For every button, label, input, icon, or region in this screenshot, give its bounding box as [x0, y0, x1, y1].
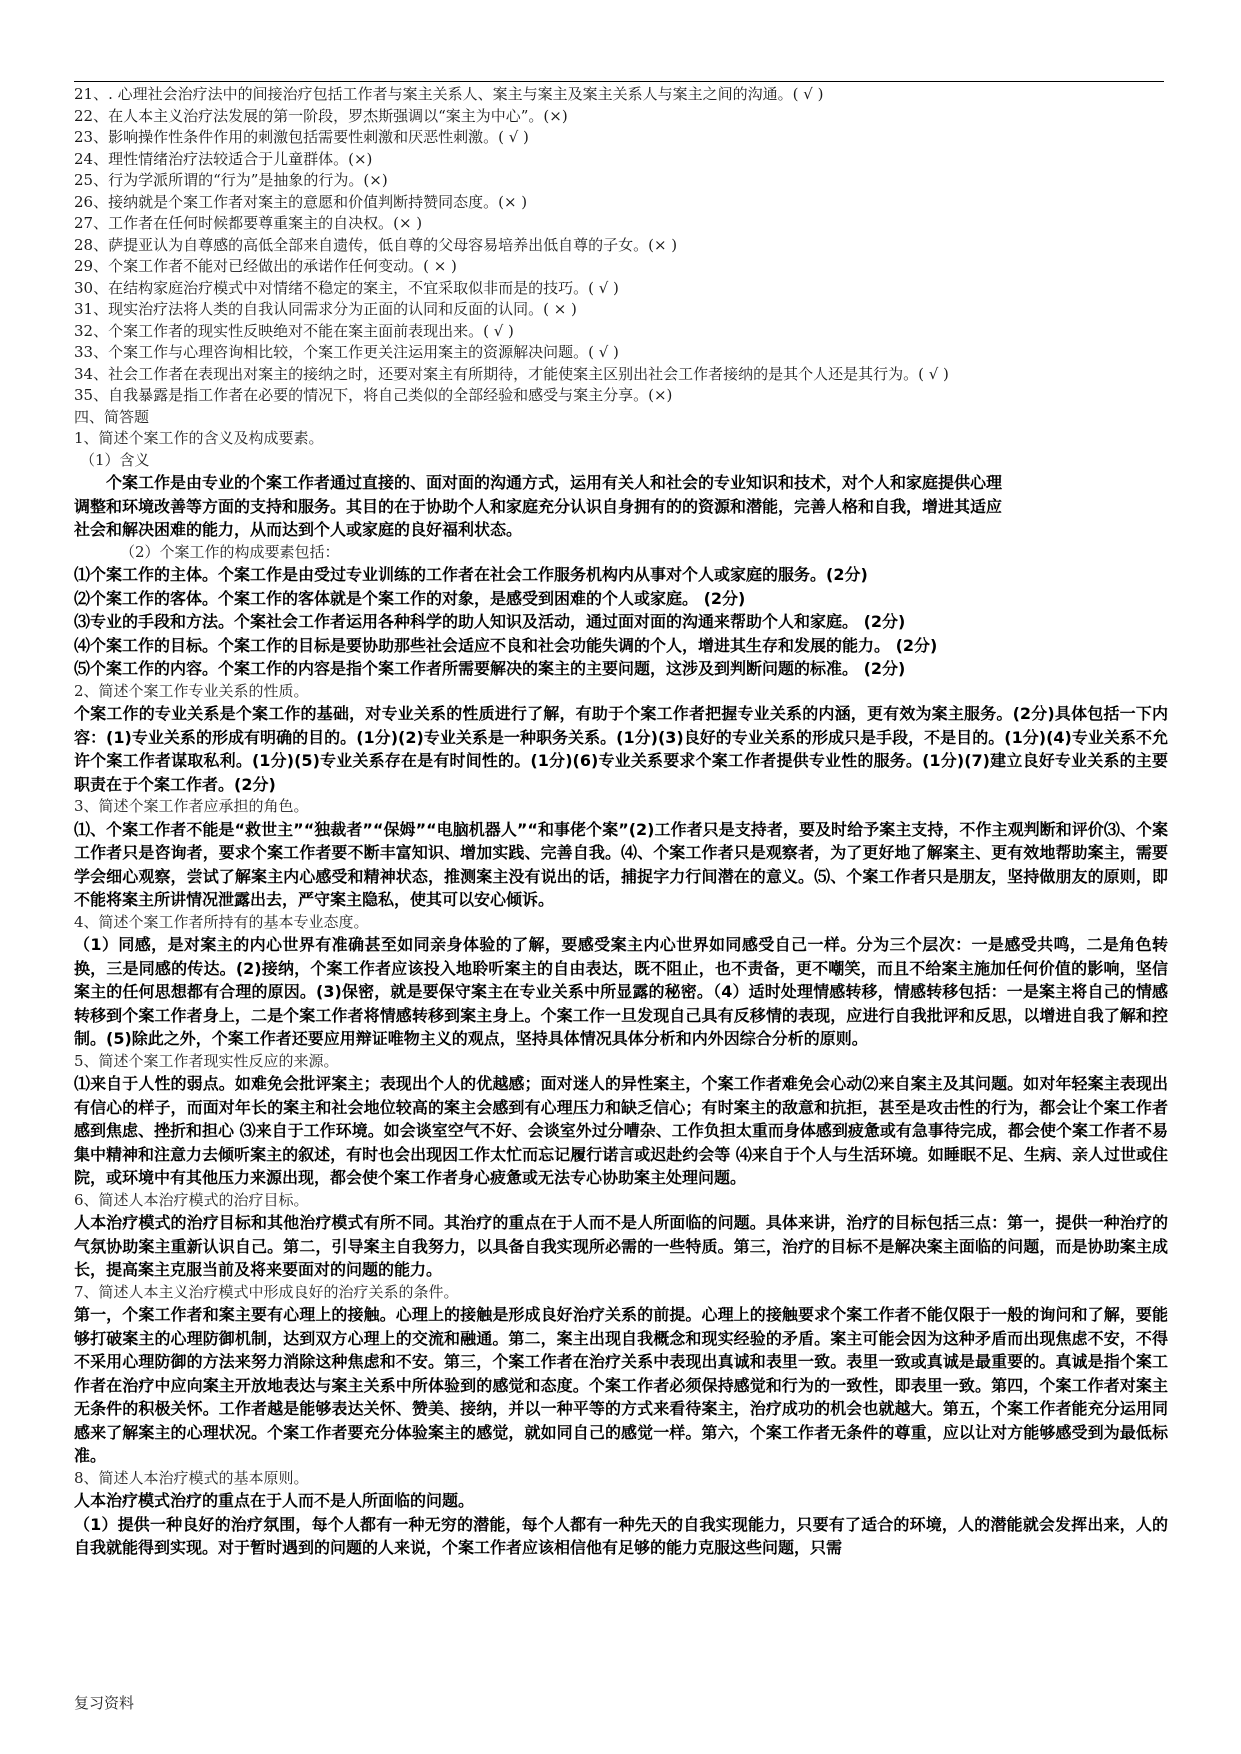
- header-rule: [74, 81, 1164, 82]
- q7-answer: 第一，个案工作者和案主要有心理上的接触。心理上的接触是形成良好治疗关系的前提。心理上的接触要求个案工作者不能仅限于一般的询问和了解，要能够打破案主的心理防御机制，达到双方心理上的交流和融通。第二，案主出现自我概念和现实经验的矛盾。案主可能会因为这种矛盾而出现焦虑不安，不得不采用心理防御的方法来努力消除这种焦虑和不安。第三，个案工作者在治疗关系中表现出真诚和表里一致。表里一致或真诚是最重要的。真诚是指个案工作者在治疗中应向案主开放地表达与案主关系中所体验到的感觉和态度。个案工作者必须保持感觉和行为的一致性，即表里一致。第四，个案工作者对案主无条件的积极关怀。工作者越是能够表达关怀、赞美、接纳，并以一种平等的方式来看待案主，治疗成功的机会也就越大。第五，个案工作者能充分运用同感来了解案主的心理状况。个案工作者要充分体验案主的感觉，就如同自己的感觉一样。第六，个案工作者无条件的尊重，应以让对方能够感受到为最低标准。: [74, 1305, 1168, 1465]
- judgment-item: 26、接纳就是个案工作者对案主的意愿和价值判断持赞同态度。(× ): [74, 192, 528, 211]
- q2-title: 2、简述个案工作专业关系的性质。: [74, 681, 309, 700]
- true-false-answers: [74, 84, 1168, 407]
- judgment-item: 22、在人本主义治疗法发展的第一阶段，罗杰斯强调以“案主为中心”。(×): [74, 106, 568, 125]
- judgment-item: 33、个案工作与心理咨询相比较，个案工作更关注运用案主的资源解决问题。( √ ): [74, 343, 619, 361]
- q4-title: 4、简述个案工作者所持有的基本专业态度。: [74, 912, 369, 931]
- q8-answer: （1）提供一种良好的治疗氛围，每个人都有一种无穷的潜能，每个人都有一种先天的自我实现能力，只要有了适合的环境，人的潜能就会发挥出来，人的自我就能得到实现。对于暂时遇到的问题的人来说，个案工作者应该相信他有足够的能力克服这些问题，只需: [74, 1514, 1168, 1557]
- section-title: 四、简答题: [74, 407, 150, 426]
- q1-element: ⑶专业的手段和方法。个案社会工作者运用各种科学的助人知识及活动，通过面对面的沟通来帮助个人和家庭。 (2分): [74, 612, 906, 631]
- q5-title: 5、简述个案工作者现实性反应的来源。: [74, 1051, 339, 1070]
- q1-sub2: （2）个案工作的构成要素包括：: [120, 542, 340, 561]
- q1-element: ⑷个案工作的目标。个案工作的目标是要协助那些社会适应不良和社会功能失调的个人，增进其生存和发展的能力。 (2分): [74, 635, 938, 655]
- judgment-item: 27、工作者在任何时候都要尊重案主的自决权。(× ): [74, 214, 423, 232]
- q3-title: 3、简述个案工作者应承担的角色。: [74, 797, 309, 815]
- q3-answer: ⑴、个案工作者不能是“救世主”“独裁者”“保姆”“电脑机器人”“和事佬个案”(2)工作者只是支持者，要及时给予案主支持，不作主观判断和评价⑶、个案工作者只是咨询者，要求个案工作者要不断丰富知识、增加实践、完善自我。⑷、个案工作者只是观察者，为了更好地了解案主、更有效地帮助案主，需要学会细心观察，尝试了解案主内心感受和精神状态，推测案主没有说出的话，捕捉字力行间潜在的意义。⑸、个案工作者只是朋友，坚持做朋友的原则，即不能将案主所讲情况泄露出去，严守案主隐私，使其可以安心倾诉。: [74, 819, 1168, 909]
- document-body: [74, 84, 1168, 1560]
- q1-def-line: 社会和解决困难的能力，从而达到个人或家庭的良好福利状态。: [74, 520, 523, 539]
- judgment-item: 32、个案工作者的现实性反映绝对不能在案主面前表现出来。( √ ): [74, 321, 514, 340]
- q1-element: ⑸个案工作的内容。个案工作的内容是指个案工作者所需要解决的案主的主要问题，这涉及到判断问题的标准。 (2分): [74, 659, 906, 678]
- q5-answer: ⑴来自于人性的弱点。如难免会批评案主；表现出个人的优越感；面对迷人的异性案主，个案工作者难免会心动⑵来自案主及其问题。如对年轻案主表现出有信心的样子，而面对年长的案主和社会地位较高的案主会感到有心理压力和缺乏信心；有时案主的敌意和抗拒，甚至是攻击性的行为，都会让个案工作者感到焦虑、挫折和担心 ⑶来自于工作环境。如会谈室空气不好、会谈室外过分嘈杂、工作负担太重而身体感到疲惫或有急事待完成，都会使个案工作者不易集中精神和注意力去倾听案主的叙述，有时也会出现因工作太忙而忘记履行诺言或迟赴约会等 ⑷来自于个人与生活环境。如睡眠不足、生病、亲人过世或住院，或环境中有其他压力来源出现，都会使个案工作者身心疲惫或无法专心协助案主处理问题。: [74, 1074, 1168, 1187]
- q4-answer: （1）同感，是对案主的内心世界有准确甚至如同亲身体验的了解，要感受案主内心世界如同感受自己一样。分为三个层次：一是感受共鸣，二是角色转换，三是同感的传达。(2)接纳，个案工作者应该投入地聆听案主的自由表达，既不阻止，也不责备，更不嘲笑，而且不给案主施加任何价值的影响，坚信案主的任何思想都有合理的原因。(3)保密，就是要保守案主在专业关系中所显露的秘密。（4）适时处理情感转移，情感转移包括：一是案主将自己的情感转移到个案工作者身上，二是个案工作者将情感转移到案主身上。个案工作一旦发现自己具有反移情的表现，应进行自我批评和反思，以增进自我了解和控制。(5)除此之外，个案工作者还要应用辩证唯物主义的观点，坚持具体情况具体分析和内外因综合分析的原则。: [74, 935, 1168, 1048]
- judgment-item: 35、自我暴露是指工作者在必要的情况下，将自己类似的全部经验和感受与案主分享。(×): [74, 386, 673, 404]
- judgment-item: 31、现实治疗法将人类的自我认同需求分为正面的认同和反面的认同。( × ): [74, 300, 577, 318]
- judgment-item: 25、行为学派所谓的“行为”是抽象的行为。(×): [74, 171, 388, 189]
- judgment-item: 21、. 心理社会治疗法中的间接治疗包括工作者与案主关系人、案主与案主及案主关系人与案主之间的沟通。( √ ): [74, 85, 824, 103]
- judgment-item: 23、影响操作性条件作用的刺激包括需要性刺激和厌恶性刺激。( √ ): [74, 128, 529, 146]
- q6-answer: 人本治疗模式的治疗目标和其他治疗模式有所不同。其治疗的重点在于人而不是人所面临的问题。具体来讲，治疗的目标包括三点：第一，提供一种治疗的气氛协助案主重新认识自己。第二，引导案主自我努力，以具备自我实现所必需的一些特质。第三，治疗的目标不是解决案主面临的问题，而是协助案主成长，提高案主克服当前及将来要面对的问题的能力。: [74, 1213, 1168, 1279]
- q2-answer: 个案工作的专业关系是个案工作的基础，对专业关系的性质进行了解，有助于个案工作者把握专业关系的内涵，更有效为案主服务。(2分)具体包括一下内容：(1)专业关系的形成有明确的目的。(1分)(2)专业关系是一种职务关系。(1分)(3)良好的专业关系的形成只是手段，不是目的。(1分)(4)专业关系不允许个案工作者谋取私利。(1分)(5)专业关系存在是有时间性的。(1分)(6)专业关系要求个案工作者提供专业性的服务。(1分)(7)建立良好专业关系的主要职责在于个案工作者。(2分): [74, 704, 1168, 794]
- q7-title: 7、简述人本主义治疗模式中形成良好的治疗关系的条件。: [74, 1282, 459, 1301]
- q1-def-line: 调整和环境改善等方面的支持和服务。其目的在于协助个人和家庭充分认识自身拥有的的资源和潜能，完善人格和自我，增进其适应: [74, 496, 1003, 516]
- judgment-item: 34、社会工作者在表现出对案主的接纳之时，还要对案主有所期待，才能使案主区别出社会工作者接纳的是其个人还是其行为。( √ ): [74, 364, 949, 383]
- judgment-item: 24、理性情绪治疗法较适合于儿童群体。(×): [74, 149, 373, 168]
- footer-label: 复习资料: [74, 1694, 135, 1712]
- q1-element: ⑵个案工作的客体。个案工作的客体就是个案工作的对象，是感受到困难的个人或家庭。 (2分): [74, 588, 746, 608]
- q1-element: ⑴个案工作的主体。个案工作是由受过专业训练的工作者在社会工作服务机构内从事对个人或家庭的服务。(2分): [74, 565, 868, 584]
- judgment-item: 28、萨提亚认为自尊感的高低全部来自遗传，低自尊的父母容易培养出低自尊的子女。(× ): [74, 235, 678, 254]
- q8-title: 8、简述人本治疗模式的基本原则。: [74, 1468, 309, 1487]
- q6-title: 6、简述人本治疗模式的治疗目标。: [74, 1190, 309, 1209]
- judgment-item: 30、在结构家庭治疗模式中对情绪不稳定的案主，不宜采取似非而是的技巧。( √ ): [74, 278, 619, 297]
- q1-sub1: （1）含义: [80, 450, 150, 469]
- judgment-item: 29、个案工作者不能对已经做出的承诺作任何变动。( × ): [74, 257, 457, 275]
- q1-title: 1、简述个案工作的含义及构成要素。: [74, 429, 324, 447]
- q8-lead: 人本治疗模式治疗的重点在于人而不是人所面临的问题。: [74, 1491, 475, 1510]
- q1-def-line: 个案工作是由专业的个案工作者通过直接的、面对面的沟通方式，运用有关人和社会的专业知识和技术，对个人和家庭提供心理: [106, 473, 1003, 492]
